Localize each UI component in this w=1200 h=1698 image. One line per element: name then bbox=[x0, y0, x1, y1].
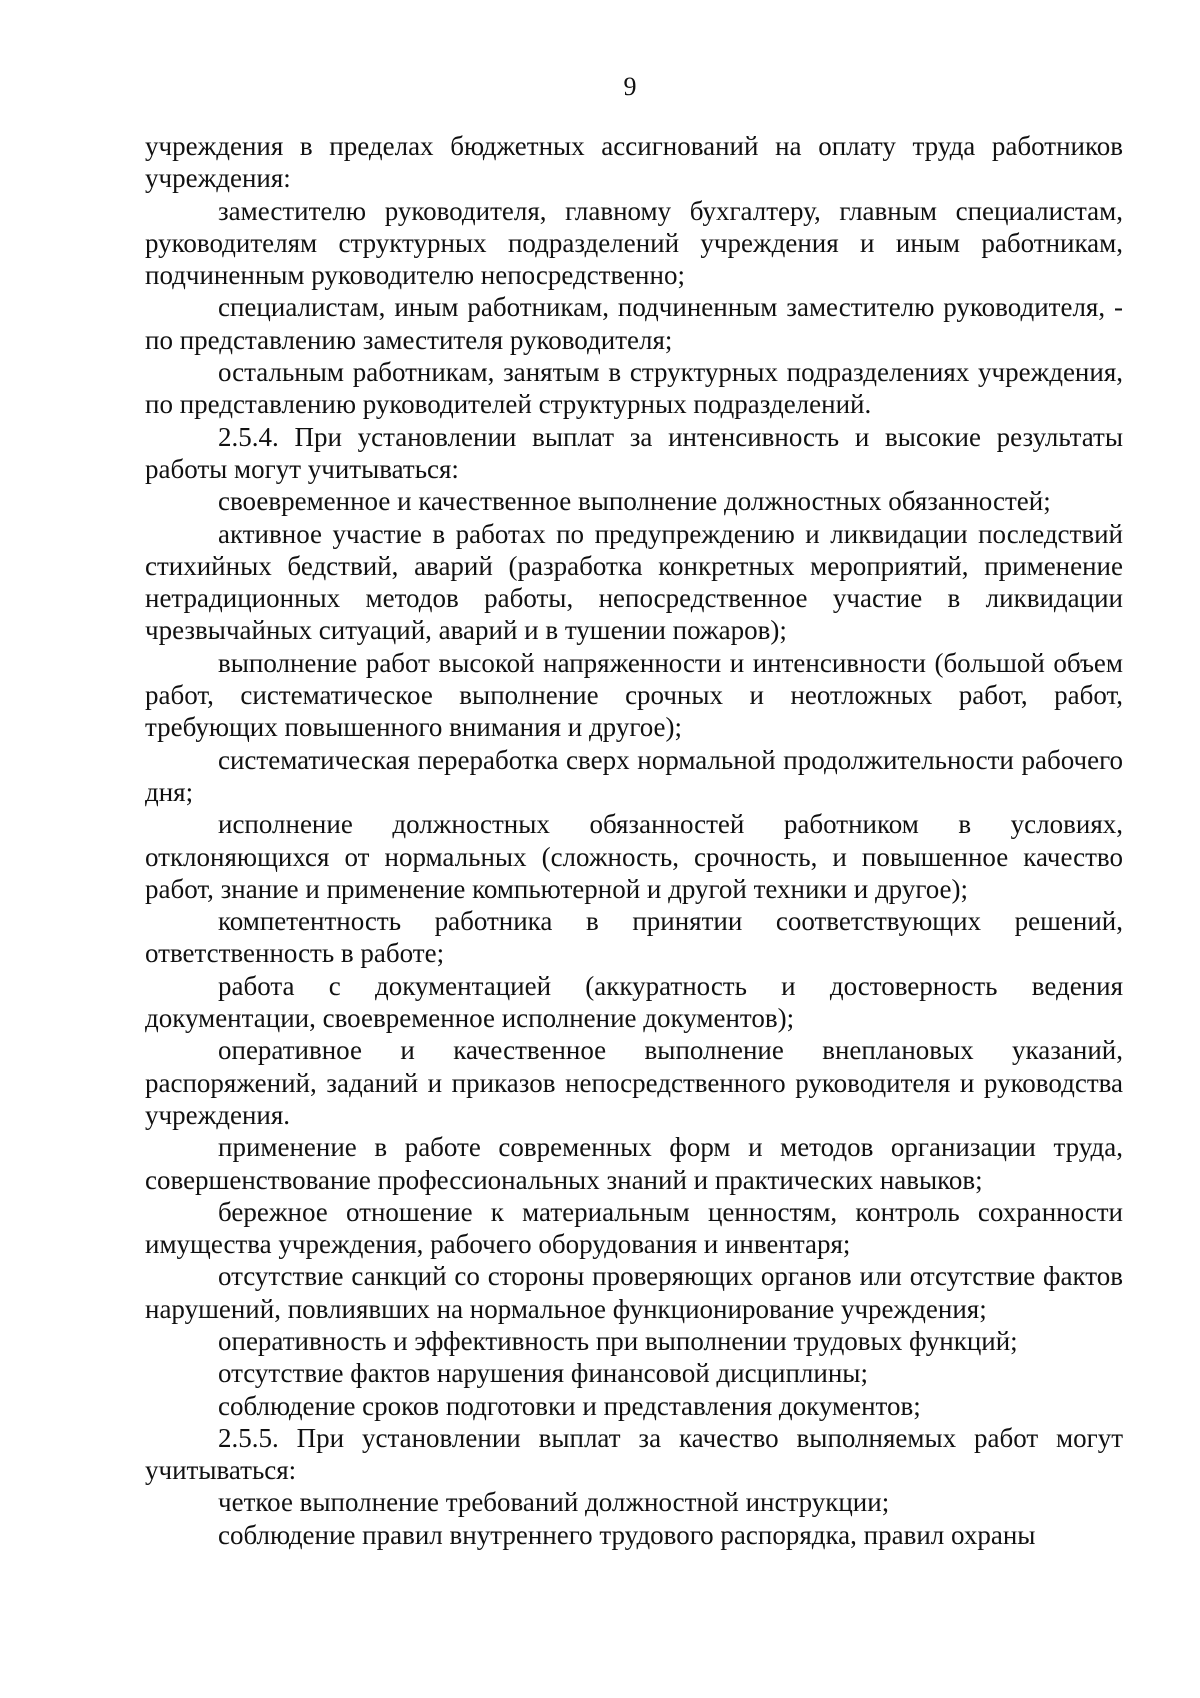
criterion-item: соблюдение сроков подготовки и представления документов; bbox=[218, 1390, 921, 1421]
criterion-item: систематическая переработка сверх нормальной продолжительности рабочего дня; bbox=[145, 744, 1123, 807]
clause-2-5-5: 2.5.5. При установлении выплат за качество выполняемых работ могут учитываться: bbox=[145, 1422, 1123, 1486]
criterion-item: бережное отношение к материальным ценностям, контроль сохранности имущества учреждения, рабочего оборудования и инвентаря; bbox=[145, 1196, 1123, 1260]
criterion-item: отсутствие фактов нарушения финансовой дисциплины; bbox=[218, 1358, 868, 1389]
criterion-item: применение в работе современных форм и методов организации труда, совершенствование профессиональных знаний и практических навыков; bbox=[145, 1132, 1123, 1195]
criterion-item: соблюдение правил внутреннего трудового распорядка, правил охраны bbox=[218, 1519, 1036, 1550]
criterion-item: выполнение работ высокой напряженности и интенсивности (большой объем работ, систематическое выполнение срочных и неотложных работ, работ, требующих повышенного внимания и другое); bbox=[145, 647, 1123, 743]
criterion-item: компетентность работника в принятии соответствующих решений, ответственность в работе; bbox=[145, 906, 1123, 969]
page-number: 9 bbox=[623, 72, 637, 101]
document-body bbox=[145, 130, 1123, 1551]
list-item-other-employees: остальным работникам, занятым в структурных подразделениях учреждения, по представлению руководителей структурных подразделений. bbox=[145, 357, 1123, 420]
criterion-item: оперативность и эффективность при выполнении трудовых функций; bbox=[218, 1325, 1018, 1356]
paragraph-continuation: учреждения в пределах бюджетных ассигнований на оплату труда работников учреждения: bbox=[145, 131, 1123, 194]
criterion-item: четкое выполнение требований должностной инструкции; bbox=[218, 1487, 890, 1518]
criterion-item: оперативное и качественное выполнение внеплановых указаний, распоряжений, заданий и приказов непосредственного руководителя и руководства учреждения. bbox=[145, 1035, 1123, 1130]
criterion-item: отсутствие санкций со стороны проверяющих органов или отсутствие фактов нарушений, повлиявших на нормальное функционирование учреждения; bbox=[145, 1261, 1123, 1324]
criterion-item: исполнение должностных обязанностей работником в условиях, отклоняющихся от нормальных (сложность, срочность, и повышенное качество работ, знание и применение компьютерной и другой техники и другое); bbox=[145, 809, 1123, 904]
list-item-specialists: специалистам, иным работникам, подчиненным заместителю руководителя, - по представлению заместителя руководителя; bbox=[145, 292, 1123, 355]
clause-2-5-4: 2.5.4. При установлении выплат за интенсивность и высокие результаты работы могут учитываться: bbox=[145, 421, 1123, 484]
list-item-deputy-head: заместителю руководителя, главному бухгалтеру, главным специалистам, руководителям структурных подразделений учреждения и иным работникам, подчиненным руководителю непосредственно; bbox=[145, 195, 1123, 291]
criterion-item: работа с документацией (аккуратность и достоверность ведения документации, своевременное исполнение документов); bbox=[145, 970, 1123, 1034]
criterion-item: активное участие в работах по предупреждению и ликвидации последствий стихийных бедствий, аварий (разработка конкретных мероприятий, применение нетрадиционных методов работы, непосредственное участие в ликвидации чрезвычайных ситуаций, аварий и в тушении пожаров); bbox=[145, 518, 1123, 646]
criterion-item: своевременное и качественное выполнение должностных обязанностей; bbox=[218, 486, 1051, 517]
